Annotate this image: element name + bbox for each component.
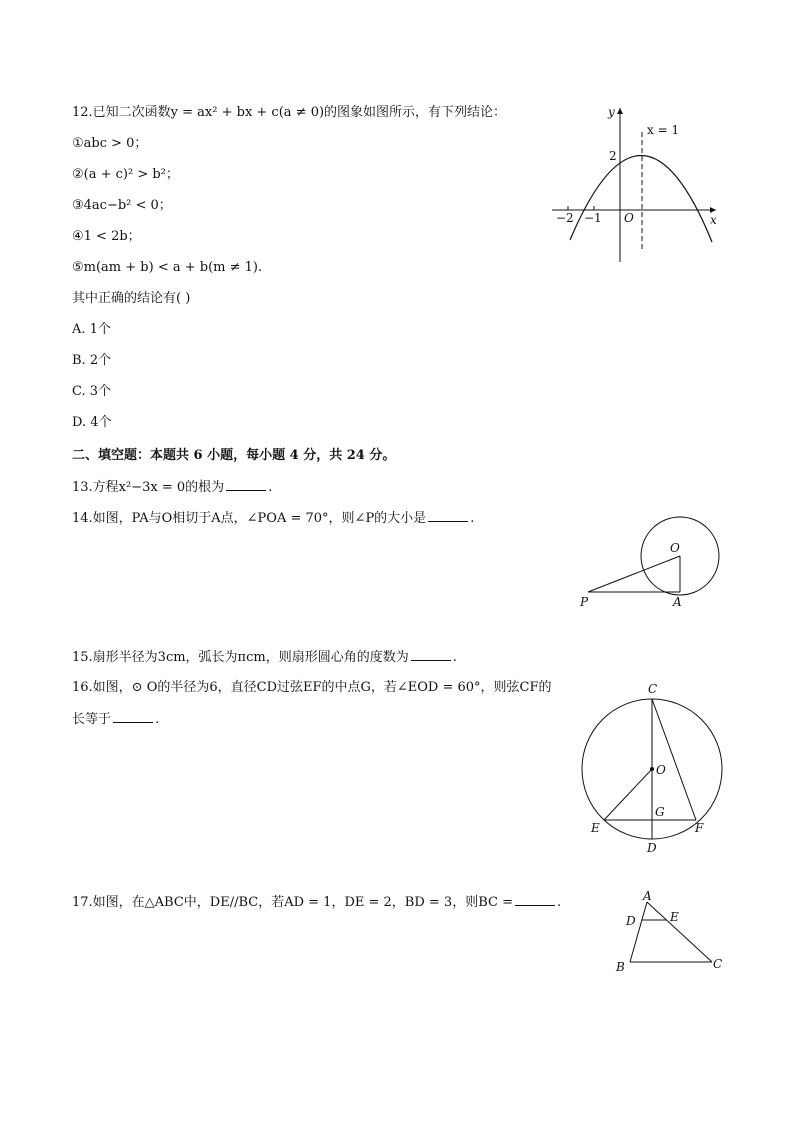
section2-heading: 二、填空题：本题共 6 小题，每小题 4 分，共 24 分。 bbox=[72, 448, 396, 463]
q16-label-d: D bbox=[647, 841, 657, 855]
q13-text: 13.方程x²−3x = 0的根为 bbox=[72, 480, 225, 495]
q14-label-o: O bbox=[670, 541, 680, 555]
q12-item-3: ③4ac−b² < 0； bbox=[72, 198, 172, 213]
q12-item-2: ②(a + c)² > b²； bbox=[72, 167, 179, 182]
q14 bbox=[72, 509, 474, 528]
q16-chord-cf bbox=[652, 699, 696, 820]
q13 bbox=[72, 478, 272, 497]
q16-center-dot bbox=[650, 767, 654, 771]
q17-triangle-figure bbox=[610, 890, 730, 976]
q17 bbox=[72, 893, 561, 912]
q17-label-d: D bbox=[626, 914, 636, 928]
q15-text: 15.扇形半径为3cm，弧长为πcm，则扇形圆心角的度数为 bbox=[72, 650, 409, 665]
q14-end: . bbox=[470, 511, 475, 526]
q12-stem: 12.已知二次函数y = ax² + bx + c(a ≠ 0)的图象如图所示，有下列结论： bbox=[72, 105, 507, 120]
q17-label-a: A bbox=[643, 889, 652, 903]
q12-label-axis-line: x = 1 bbox=[647, 123, 680, 137]
q14-segment-po bbox=[588, 556, 680, 592]
q14-label-p: P bbox=[580, 595, 589, 609]
q16-answer-blank[interactable] bbox=[113, 710, 153, 723]
q16-radius-oe bbox=[604, 769, 652, 820]
q16-label-g: G bbox=[655, 805, 665, 819]
q17-side-ab bbox=[630, 902, 647, 962]
q12-label-y: y bbox=[608, 105, 615, 119]
q17-label-e: E bbox=[670, 910, 679, 924]
q14-label-a: A bbox=[673, 595, 682, 609]
q12-option-c: C. 3个 bbox=[72, 384, 112, 399]
q16-label-f: F bbox=[695, 821, 704, 835]
q12-label-x: x bbox=[710, 213, 717, 227]
q14-answer-blank[interactable] bbox=[428, 509, 468, 522]
q17-text: 17.如图，在△ABC中，DE//BC，若AD = 1，DE = 2，BD = 3，则BC = bbox=[72, 895, 513, 910]
q17-label-c: C bbox=[713, 957, 723, 971]
q17-answer-blank[interactable] bbox=[515, 893, 555, 906]
q16-label-c: C bbox=[648, 682, 658, 696]
q12-item-1: ①abc > 0； bbox=[72, 136, 148, 151]
q12-prompt: 其中正确的结论有( ) bbox=[72, 291, 191, 306]
q15-answer-blank[interactable] bbox=[411, 648, 451, 661]
q12-label-neg1: −1 bbox=[584, 211, 602, 225]
q16-label-o: O bbox=[656, 763, 666, 777]
q16-line2 bbox=[72, 710, 159, 729]
q15 bbox=[72, 648, 457, 667]
q15-end: . bbox=[452, 650, 457, 665]
q12-item-4: ④1 < 2b； bbox=[72, 229, 141, 244]
q14-text: 14.如图，PA与O相切于A点，∠POA = 70°，则∠P的大小是 bbox=[72, 511, 427, 526]
q17-side-ac bbox=[647, 902, 712, 962]
q12-option-d: D. 4个 bbox=[72, 415, 112, 430]
q16-label-e: E bbox=[591, 821, 600, 835]
q12-option-b: B. 2个 bbox=[72, 353, 112, 368]
q12-option-a: A. 1个 bbox=[72, 322, 111, 337]
q16-line1: 16.如图，⊙ O的半径为6，直径CD过弦EF的中点G，若∠EOD = 60°，则弦CF的 bbox=[72, 680, 552, 695]
q12-parabola-curve bbox=[570, 155, 712, 242]
q12-label-y-intercept: 2 bbox=[609, 149, 617, 163]
q16-circle-figure bbox=[576, 680, 726, 856]
q12-label-neg2: −2 bbox=[556, 211, 574, 225]
q16-end: . bbox=[155, 712, 160, 727]
q16-text: 长等于 bbox=[72, 712, 112, 727]
q13-end: . bbox=[268, 480, 273, 495]
q12-label-origin: O bbox=[624, 211, 634, 225]
q12-parabola-graph bbox=[548, 100, 728, 265]
q17-end: . bbox=[556, 895, 562, 910]
q13-answer-blank[interactable] bbox=[226, 478, 266, 491]
q12-item-5: ⑤m(am + b) < a + b(m ≠ 1). bbox=[72, 260, 263, 275]
q14-tangent-figure bbox=[578, 510, 728, 614]
q17-label-b: B bbox=[616, 960, 625, 974]
